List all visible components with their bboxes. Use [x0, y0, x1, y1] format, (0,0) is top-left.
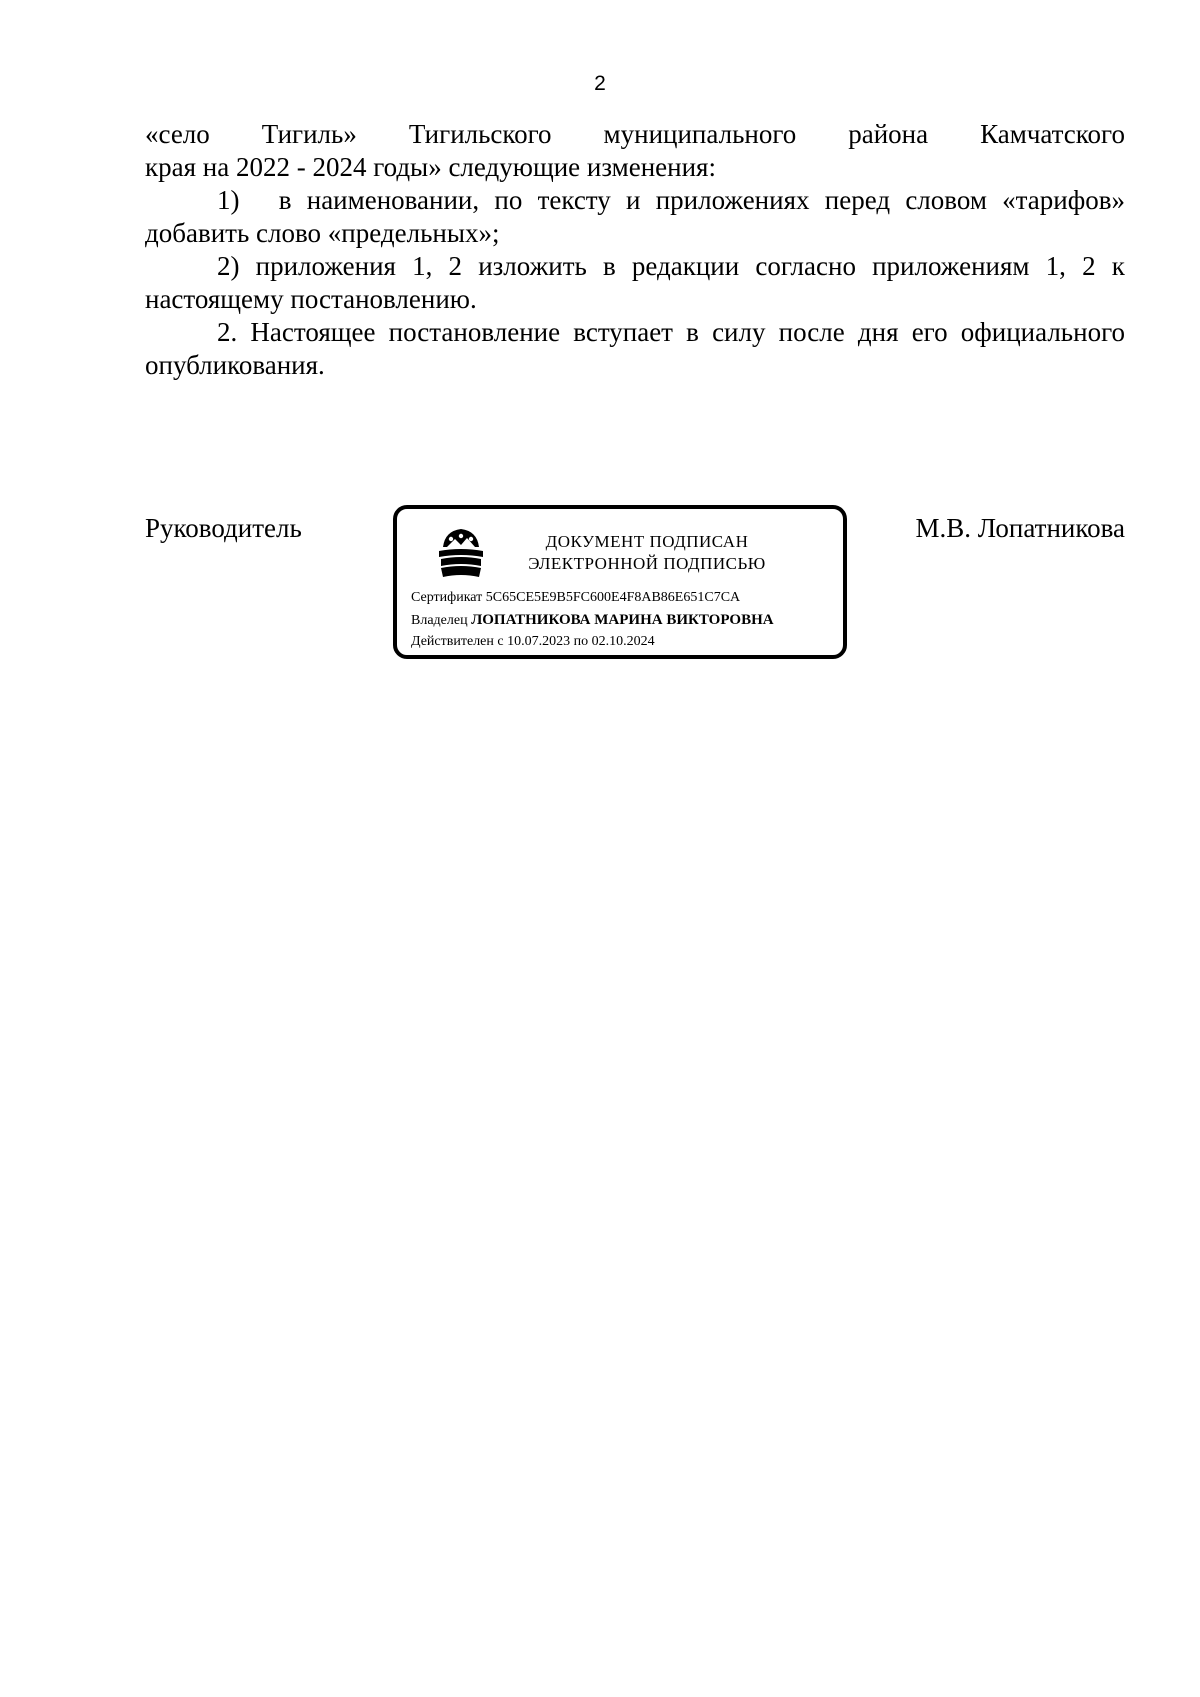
- paragraph-2-continuation: опубликования.: [145, 350, 325, 380]
- page-number: 2: [594, 72, 606, 95]
- word: словом: [905, 185, 987, 215]
- word: приложениям: [872, 251, 1030, 281]
- word: и: [626, 185, 641, 215]
- word: перед: [824, 185, 891, 215]
- owner-label: Владелец: [411, 613, 468, 628]
- signature-position: Руководитель: [145, 513, 302, 543]
- stamp-title-line-2: ЭЛЕКТРОННОЙ ПОДПИСЬЮ: [528, 554, 766, 573]
- word: наименовании,: [306, 185, 480, 215]
- word: «село: [145, 119, 210, 149]
- word: тексту: [537, 185, 611, 215]
- word: 2: [448, 251, 463, 281]
- valid-from-date: 10.07.2023: [507, 634, 571, 649]
- word: согласно: [755, 251, 856, 281]
- item-1-number: 1): [217, 185, 240, 215]
- word: муниципального: [603, 119, 797, 149]
- word: к: [1111, 251, 1125, 281]
- word: его: [911, 317, 948, 347]
- item-2: [217, 250, 1125, 282]
- owner-value: ЛОПАТНИКОВА МАРИНА ВИКТОРОВНА: [471, 612, 774, 628]
- stamp-validity-row: [411, 633, 655, 651]
- valid-to-date: 02.10.2024: [591, 634, 655, 649]
- word: силу: [712, 317, 766, 347]
- electronic-signature-stamp: [393, 505, 847, 659]
- item-2-continuation: настоящему постановлению.: [145, 284, 477, 314]
- valid-from-label: с: [497, 634, 504, 649]
- stamp-title-line-1: ДОКУМЕНТ ПОДПИСАН: [545, 532, 749, 551]
- word: 2: [1082, 251, 1096, 281]
- word: района: [848, 119, 929, 149]
- certificate-label: Сертификат: [411, 590, 483, 605]
- word: 1,: [412, 251, 433, 281]
- word: Настоящее: [250, 317, 376, 347]
- item-1: [217, 184, 1125, 216]
- item-1-continuation: добавить слово «предельных»;: [145, 218, 500, 248]
- word: Тигиль»: [261, 119, 357, 149]
- word: постановление: [388, 317, 561, 347]
- signature-name: М.В. Лопатникова: [915, 513, 1125, 543]
- word: 2.: [217, 317, 238, 347]
- valid-to-label: по: [573, 634, 589, 649]
- body-line-1: [145, 118, 1125, 150]
- word: вступает: [573, 317, 673, 347]
- word: приложениях: [655, 185, 810, 215]
- word: изложить: [478, 251, 587, 281]
- valid-label: Действителен: [411, 634, 494, 649]
- stamp-owner-row: [411, 611, 774, 630]
- word: 1,: [1045, 251, 1066, 281]
- word: официального: [960, 317, 1125, 347]
- word: в: [278, 185, 292, 215]
- word: приложения: [255, 251, 396, 281]
- word: в: [686, 317, 699, 347]
- word: «тарифов»: [1002, 185, 1125, 215]
- word: Камчатского: [980, 119, 1125, 149]
- body-line-2: края на 2022 - 2024 годы» следующие изменения:: [145, 152, 716, 182]
- item-2-number: 2): [217, 251, 240, 281]
- word: Тигильского: [408, 119, 552, 149]
- kamchatka-emblem-icon: [435, 525, 487, 581]
- stamp-certificate-row: [411, 589, 740, 607]
- word: редакции: [631, 251, 740, 281]
- word: после: [778, 317, 845, 347]
- certificate-value: 5C65CE5E9B5FC600E4F8AB86E651C7CA: [485, 590, 741, 605]
- paragraph-2: [217, 316, 1125, 348]
- word: дня: [857, 317, 899, 347]
- word: по: [494, 185, 523, 215]
- word: в: [602, 251, 616, 281]
